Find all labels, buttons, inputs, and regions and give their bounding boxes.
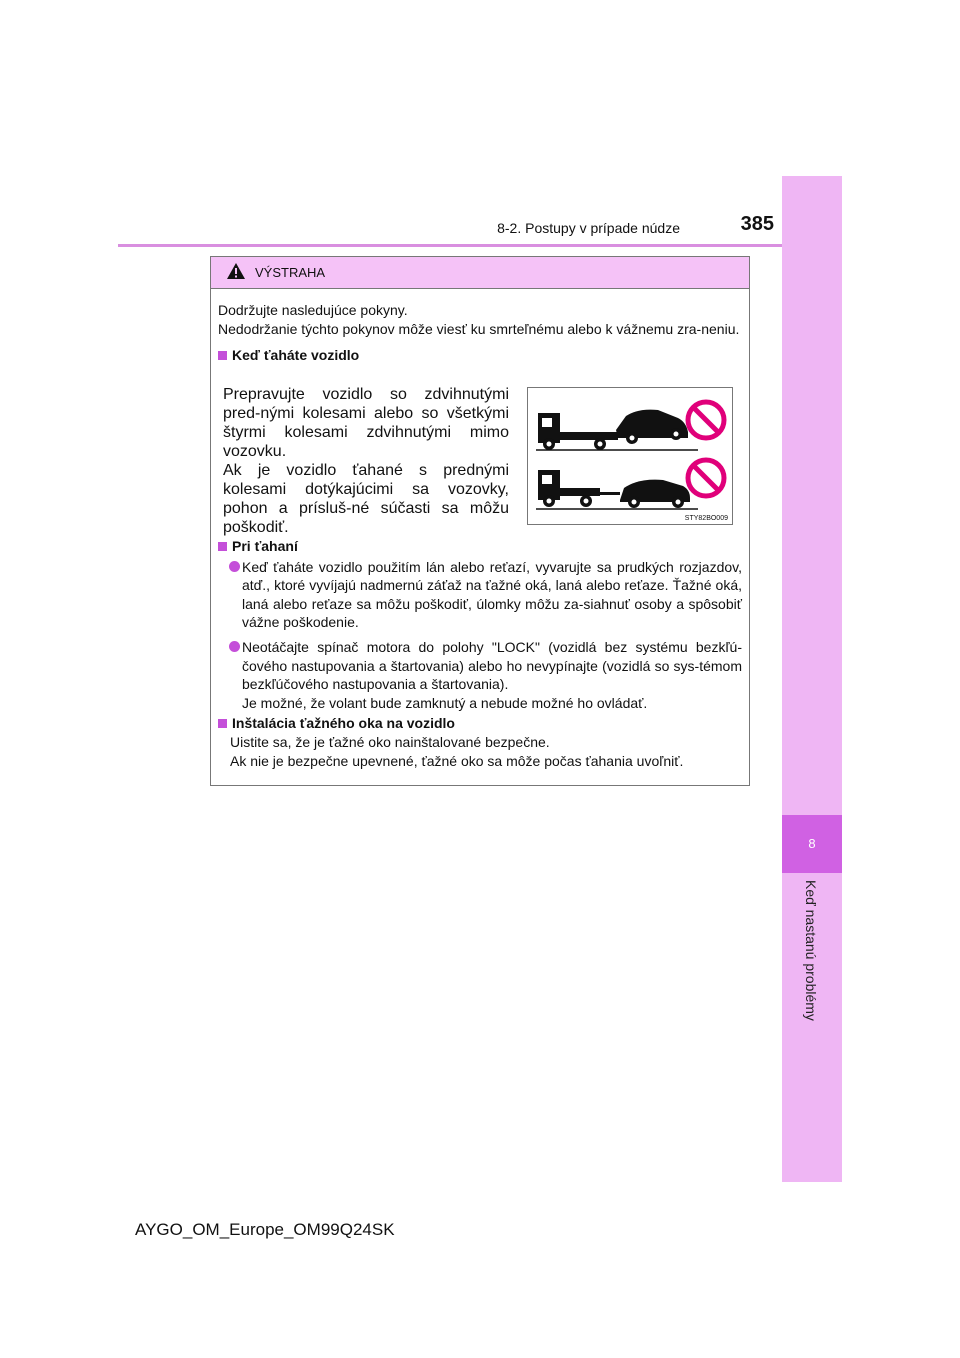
chapter-number: 8 xyxy=(782,815,842,873)
tow-truck-prohibited-icon xyxy=(528,388,732,524)
section-heading-pulling: Pri ťahaní xyxy=(218,537,742,556)
install-para-1: Uistite sa, že je ťažné oko nainštalované bezpečne. xyxy=(230,733,550,750)
towing-para-2: Ak je vozidlo ťahané s prednými kolesami dotýkajúcimi sa vozovky, pohon a prísluš-né súčasti sa môžu poškodiť. xyxy=(223,462,509,536)
warning-triangle-icon xyxy=(226,262,246,280)
warning-body xyxy=(218,301,742,365)
round-bullet-icon xyxy=(229,561,240,572)
warning-box xyxy=(210,256,750,786)
section-heading-install: Inštalácia ťažného oka na vozidlo xyxy=(218,714,742,733)
warning-body-lower xyxy=(218,537,742,770)
bullet-extra: Je možné, že volant bude zamknutý a nebude možné ho ovládať. xyxy=(242,694,648,711)
towing-illustration xyxy=(527,387,733,525)
chapter-label xyxy=(782,880,842,1030)
warning-header xyxy=(211,257,749,289)
section-title: 8-2. Postupy v prípade núdze xyxy=(497,220,680,236)
bullet-item: Keď ťaháte vozidlo použitím lán alebo reťazí, vyvarujte sa prudkých rozjazdov, atď., ktoré vyvíjajú nadmernú záťaž na ťažné oká, laná alebo reťaze. Ťažné oká, laná alebo reťaze sa môžu poškodiť, úlomky môžu za-siahnuť osoby a spôsobiť vážne poškodenie. xyxy=(230,558,742,632)
square-bullet-icon xyxy=(218,351,227,360)
intro-line-2: Nedodržanie týchto pokynov môže viesť ku smrteľnému alebo k vážnemu zra-neniu. xyxy=(218,320,740,337)
square-bullet-icon xyxy=(218,542,227,551)
intro-line-1: Dodržujte nasledujúce pokyny. xyxy=(218,302,408,318)
section-heading-towing: Keď ťaháte vozidlo xyxy=(218,346,742,365)
warning-title: VÝSTRAHA xyxy=(255,265,326,280)
towing-para-1: Prepravujte vozidlo so zdvihnutými pred-nými kolesami alebo so všetkými štyrmi kolesami zdvihnutými mimo vozovku. xyxy=(223,386,509,460)
square-bullet-icon xyxy=(218,719,227,728)
chapter-label-text: Keď nastanú problémy xyxy=(803,880,819,1021)
towing-text xyxy=(223,385,509,537)
side-tab xyxy=(782,176,842,1182)
figure-code: STY82BO009 xyxy=(684,515,728,522)
page-number: 385 xyxy=(740,213,774,235)
header-divider xyxy=(118,244,782,247)
round-bullet-icon xyxy=(229,641,240,652)
document-code: AYGO_OM_Europe_OM99Q24SK xyxy=(135,1220,395,1239)
install-para-2: Ak nie je bezpečne upevnené, ťažné oko sa môže počas ťahania uvoľniť. xyxy=(230,752,684,769)
bullet-item: Neotáčajte spínač motora do polohy "LOCK" (vozidlá bez systému bezkľú-čového nastupovania a štartovania) alebo ho nevypínajte (vozidlá so sys-témom bezkľúčového nastupovania a štartovania). Je možné, že volant bude zamknutý a nebude možné ho ovládať. xyxy=(230,638,742,712)
